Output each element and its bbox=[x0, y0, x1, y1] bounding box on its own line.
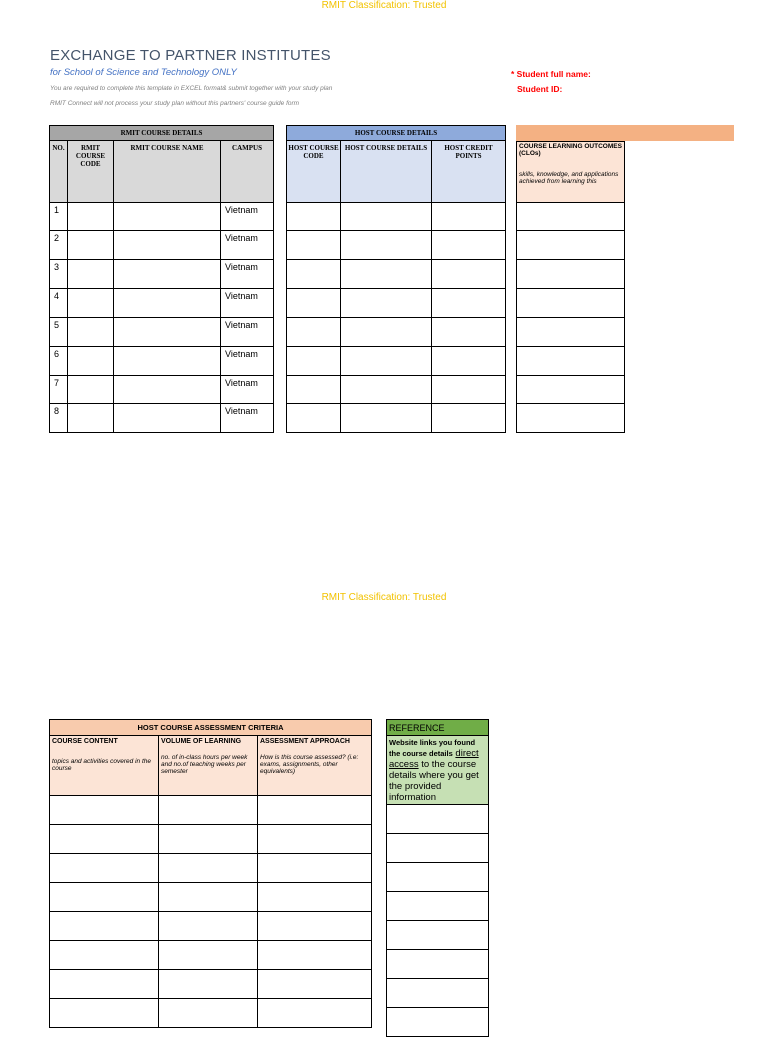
course-content-desc: topics and activities covered in the course bbox=[52, 758, 151, 772]
reference-table bbox=[386, 719, 489, 1037]
cell-course-content[interactable] bbox=[50, 825, 159, 854]
cell-host-code[interactable] bbox=[287, 260, 341, 289]
cell-rmit-code[interactable] bbox=[68, 231, 114, 260]
cell-rmit-code[interactable] bbox=[68, 404, 114, 433]
cell-approach[interactable] bbox=[258, 825, 372, 854]
table-row bbox=[517, 260, 625, 289]
cell-rmit-code[interactable] bbox=[68, 203, 114, 231]
cell-campus: Vietnam bbox=[221, 289, 274, 318]
table-row bbox=[50, 999, 372, 1028]
table-row bbox=[517, 376, 625, 404]
cell-no: 6 bbox=[50, 347, 68, 376]
cell-approach[interactable] bbox=[258, 854, 372, 883]
table-row bbox=[50, 318, 274, 347]
table-row bbox=[387, 863, 489, 892]
cell-clo[interactable] bbox=[517, 231, 625, 260]
cell-campus: Vietnam bbox=[221, 260, 274, 289]
table-row bbox=[50, 203, 274, 231]
cell-host-details[interactable] bbox=[341, 404, 432, 433]
cell-clo[interactable] bbox=[517, 347, 625, 376]
table-row bbox=[50, 970, 372, 999]
cell-host-points[interactable] bbox=[432, 318, 506, 347]
table-row bbox=[387, 921, 489, 950]
table-row bbox=[287, 203, 506, 231]
reference-desc-bold: Website links you found the course details bbox=[389, 738, 476, 758]
cell-reference[interactable] bbox=[387, 892, 489, 921]
cell-host-points[interactable] bbox=[432, 347, 506, 376]
cell-host-points[interactable] bbox=[432, 289, 506, 318]
cell-clo[interactable] bbox=[517, 203, 625, 231]
col-header-approach bbox=[258, 736, 372, 796]
cell-host-code[interactable] bbox=[287, 231, 341, 260]
cell-rmit-name[interactable] bbox=[114, 347, 221, 376]
cell-campus: Vietnam bbox=[221, 376, 274, 404]
cell-host-points[interactable] bbox=[432, 231, 506, 260]
approach-label: ASSESSMENT APPROACH bbox=[260, 738, 350, 745]
course-content-label: COURSE CONTENT bbox=[52, 738, 118, 745]
reference-desc-rest: to the course details where you get the provided information bbox=[389, 759, 479, 803]
table-row bbox=[517, 318, 625, 347]
instruction-note: You are required to complete this template in EXCEL format& submit together with your study plan bbox=[50, 85, 333, 92]
cell-course-content[interactable] bbox=[50, 883, 159, 912]
table-row bbox=[50, 231, 274, 260]
table-row bbox=[50, 260, 274, 289]
table-row bbox=[517, 231, 625, 260]
cell-volume[interactable] bbox=[159, 883, 258, 912]
cell-rmit-name[interactable] bbox=[114, 289, 221, 318]
cell-rmit-code[interactable] bbox=[68, 318, 114, 347]
cell-host-points[interactable] bbox=[432, 404, 506, 433]
cell-reference[interactable] bbox=[387, 979, 489, 1008]
table-row bbox=[517, 347, 625, 376]
assessment-table bbox=[49, 719, 372, 1028]
cell-host-details[interactable] bbox=[341, 318, 432, 347]
table-row bbox=[50, 883, 372, 912]
student-name-label: * Student full name: bbox=[511, 69, 591, 79]
cell-rmit-name[interactable] bbox=[114, 318, 221, 347]
clo-table bbox=[516, 141, 625, 433]
table-row bbox=[50, 404, 274, 433]
clo-header-cell bbox=[517, 142, 625, 203]
clo-description: skills, knowledge, and applications achieved from learning this bbox=[519, 171, 619, 185]
table-row bbox=[387, 892, 489, 921]
col-header-host-details: HOST COURSE DETAILS bbox=[341, 141, 432, 203]
cell-host-points[interactable] bbox=[432, 376, 506, 404]
reference-desc-link: direct access bbox=[389, 748, 479, 770]
cell-no: 1 bbox=[50, 203, 68, 231]
table-row bbox=[50, 376, 274, 404]
table-row bbox=[517, 289, 625, 318]
clo-heading: COURSE LEARNING OUTCOMES (CLOs) bbox=[519, 143, 622, 157]
table-row bbox=[50, 796, 372, 825]
cell-host-code[interactable] bbox=[287, 289, 341, 318]
cell-course-content[interactable] bbox=[50, 796, 159, 825]
cell-approach[interactable] bbox=[258, 912, 372, 941]
reference-title: REFERENCE bbox=[387, 720, 489, 736]
table-row bbox=[287, 376, 506, 404]
table-row bbox=[287, 289, 506, 318]
table-row bbox=[287, 231, 506, 260]
cell-no: 4 bbox=[50, 289, 68, 318]
cell-no: 8 bbox=[50, 404, 68, 433]
cell-no: 7 bbox=[50, 376, 68, 404]
table-row bbox=[50, 289, 274, 318]
cell-reference[interactable] bbox=[387, 805, 489, 834]
table-row bbox=[387, 979, 489, 1008]
page-subtitle: for School of Science and Technology ONLY bbox=[50, 67, 237, 78]
cell-volume[interactable] bbox=[159, 825, 258, 854]
cell-host-details[interactable] bbox=[341, 376, 432, 404]
table-row bbox=[50, 912, 372, 941]
cell-course-content[interactable] bbox=[50, 854, 159, 883]
reference-header-cell bbox=[387, 736, 489, 805]
cell-approach[interactable] bbox=[258, 883, 372, 912]
cell-host-details[interactable] bbox=[341, 203, 432, 231]
cell-approach[interactable] bbox=[258, 941, 372, 970]
cell-clo[interactable] bbox=[517, 318, 625, 347]
table-row bbox=[517, 404, 625, 433]
table-row bbox=[50, 941, 372, 970]
cell-volume[interactable] bbox=[159, 854, 258, 883]
cell-no: 2 bbox=[50, 231, 68, 260]
cell-course-content[interactable] bbox=[50, 999, 159, 1028]
cell-host-points[interactable] bbox=[432, 203, 506, 231]
cell-approach[interactable] bbox=[258, 999, 372, 1028]
cell-rmit-name[interactable] bbox=[114, 404, 221, 433]
cell-host-code[interactable] bbox=[287, 347, 341, 376]
cell-rmit-code[interactable] bbox=[68, 260, 114, 289]
table-row bbox=[387, 834, 489, 863]
cell-campus: Vietnam bbox=[221, 203, 274, 231]
host-table-title: HOST COURSE DETAILS bbox=[287, 126, 506, 141]
rmit-course-table bbox=[49, 125, 274, 433]
cell-volume[interactable] bbox=[159, 999, 258, 1028]
cell-volume[interactable] bbox=[159, 912, 258, 941]
cell-host-code[interactable] bbox=[287, 376, 341, 404]
table-row bbox=[50, 825, 372, 854]
col-header-rmit-code: RMIT COURSE CODE bbox=[68, 141, 114, 203]
cell-host-code[interactable] bbox=[287, 203, 341, 231]
cell-campus: Vietnam bbox=[221, 404, 274, 433]
table-row bbox=[287, 318, 506, 347]
volume-label: VOLUME OF LEARNING bbox=[161, 738, 242, 745]
cell-host-details[interactable] bbox=[341, 231, 432, 260]
cell-rmit-code[interactable] bbox=[68, 347, 114, 376]
host-course-table bbox=[286, 125, 506, 433]
cell-approach[interactable] bbox=[258, 970, 372, 999]
cell-no: 3 bbox=[50, 260, 68, 289]
clo-header-bar bbox=[516, 125, 734, 141]
cell-clo[interactable] bbox=[517, 260, 625, 289]
col-header-volume bbox=[159, 736, 258, 796]
table-row bbox=[387, 1008, 489, 1037]
cell-reference[interactable] bbox=[387, 863, 489, 892]
student-id-label: Student ID: bbox=[517, 84, 563, 94]
cell-volume[interactable] bbox=[159, 970, 258, 999]
col-header-course-content bbox=[50, 736, 159, 796]
cell-host-code[interactable] bbox=[287, 318, 341, 347]
table-row bbox=[517, 203, 625, 231]
cell-clo[interactable] bbox=[517, 404, 625, 433]
cell-rmit-name[interactable] bbox=[114, 231, 221, 260]
cell-course-content[interactable] bbox=[50, 941, 159, 970]
classification-label: RMIT Classification: Trusted bbox=[321, 0, 447, 11]
cell-volume[interactable] bbox=[159, 941, 258, 970]
cell-rmit-code[interactable] bbox=[68, 289, 114, 318]
table-row bbox=[287, 347, 506, 376]
table-row bbox=[287, 404, 506, 433]
cell-clo[interactable] bbox=[517, 376, 625, 404]
col-header-host-code: HOST COURSE CODE bbox=[287, 141, 341, 203]
col-header-rmit-name: RMIT COURSE NAME bbox=[114, 141, 221, 203]
cell-rmit-name[interactable] bbox=[114, 260, 221, 289]
cell-campus: Vietnam bbox=[221, 347, 274, 376]
table-row bbox=[50, 347, 274, 376]
cell-rmit-name[interactable] bbox=[114, 203, 221, 231]
table-row bbox=[387, 950, 489, 979]
cell-campus: Vietnam bbox=[221, 318, 274, 347]
instruction-note: RMIT Connect will not process your study plan without this partners' course guide form bbox=[50, 100, 300, 107]
rmit-table-title: RMIT COURSE DETAILS bbox=[50, 126, 274, 141]
cell-campus: Vietnam bbox=[221, 231, 274, 260]
cell-host-points[interactable] bbox=[432, 260, 506, 289]
table-row bbox=[50, 854, 372, 883]
volume-desc: no. of in-class hours per week and no.of teaching weeks per semester bbox=[161, 754, 248, 775]
cell-host-details[interactable] bbox=[341, 347, 432, 376]
cell-no: 5 bbox=[50, 318, 68, 347]
cell-course-content[interactable] bbox=[50, 970, 159, 999]
cell-reference[interactable] bbox=[387, 1008, 489, 1037]
cell-approach[interactable] bbox=[258, 796, 372, 825]
approach-desc: How is this course assessed? (i.e: exams, assignments, other equivalents) bbox=[260, 754, 359, 775]
cell-course-content[interactable] bbox=[50, 912, 159, 941]
table-row bbox=[287, 260, 506, 289]
cell-rmit-name[interactable] bbox=[114, 376, 221, 404]
cell-reference[interactable] bbox=[387, 834, 489, 863]
cell-rmit-code[interactable] bbox=[68, 376, 114, 404]
cell-clo[interactable] bbox=[517, 289, 625, 318]
cell-host-code[interactable] bbox=[287, 404, 341, 433]
cell-host-details[interactable] bbox=[341, 289, 432, 318]
col-header-host-points: HOST CREDIT POINTS bbox=[432, 141, 506, 203]
table-row bbox=[387, 805, 489, 834]
col-header-no: NO. bbox=[50, 141, 68, 203]
cell-host-details[interactable] bbox=[341, 260, 432, 289]
classification-label: RMIT Classification: Trusted bbox=[321, 592, 447, 603]
cell-reference[interactable] bbox=[387, 921, 489, 950]
cell-volume[interactable] bbox=[159, 796, 258, 825]
col-header-campus: CAMPUS bbox=[221, 141, 274, 203]
page-title: EXCHANGE TO PARTNER INSTITUTES bbox=[50, 47, 331, 64]
assessment-table-title: HOST COURSE ASSESSMENT CRITERIA bbox=[50, 720, 372, 736]
cell-reference[interactable] bbox=[387, 950, 489, 979]
